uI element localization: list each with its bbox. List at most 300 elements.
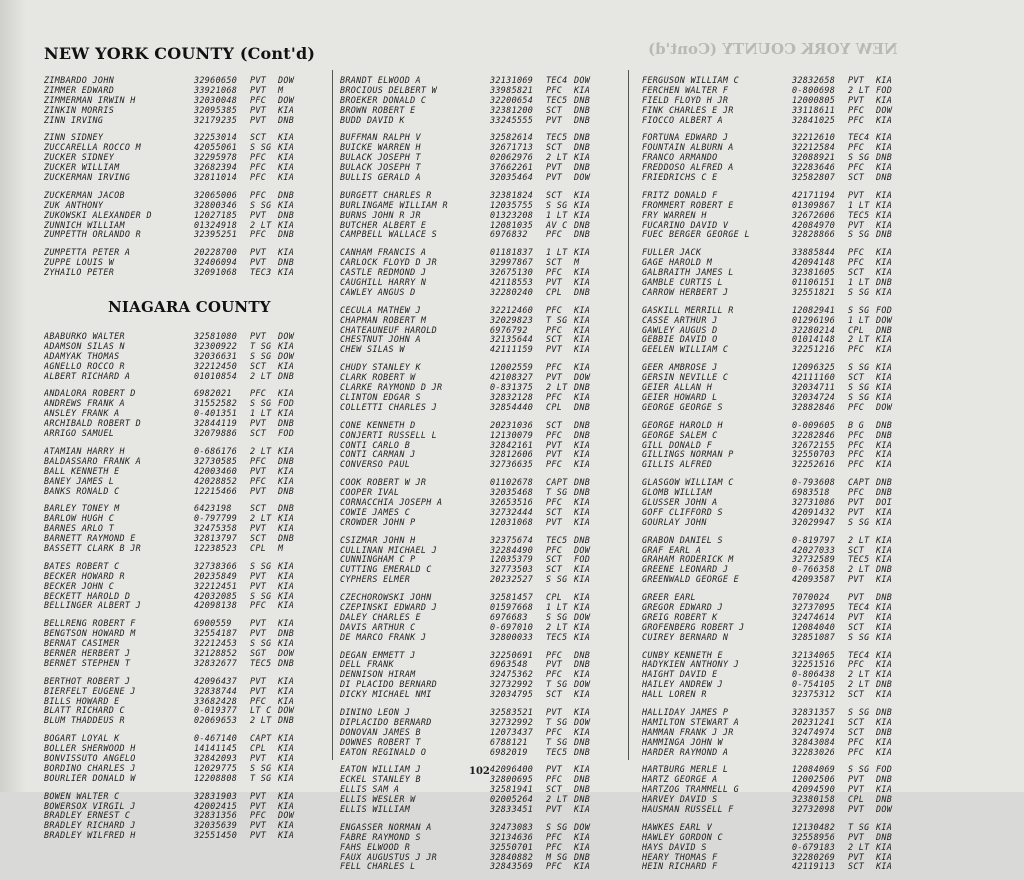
entry-name: ELLIS SAM A (340, 785, 400, 795)
entry-rank: PFC (848, 247, 865, 258)
entry-status: DNB (876, 477, 893, 488)
casualty-entry (44, 429, 344, 439)
entry-serial: 0-806438 (792, 669, 836, 680)
casualty-entry (642, 843, 942, 853)
entry-name: FRY WARREN H (642, 210, 707, 220)
entry-status: KIA (574, 496, 591, 507)
entry-serial: 32550703 (792, 449, 836, 460)
entry-serial: 32282846 (792, 429, 836, 440)
entry-rank: TEC4 (848, 601, 870, 612)
entry-serial: 32675130 (490, 267, 534, 278)
casualty-entry (44, 659, 344, 669)
page-title: NEW YORK COUNTY (Cont'd) (44, 44, 316, 63)
entry-status: DNB (876, 487, 893, 498)
entry-status: DNB (876, 429, 893, 440)
column-3 (642, 76, 942, 880)
entry-name: BENGTSON HOWARD M (44, 629, 136, 639)
entry-status: KIA (876, 669, 893, 680)
entry-status: KIA (278, 743, 295, 754)
entry-status: DNB (876, 706, 893, 717)
entry-rank: SCT (848, 689, 865, 700)
entry-name: ZUCCARELLA ROCCO M (44, 143, 142, 153)
entry-status: KIA (574, 84, 591, 95)
entry-status: DNB (574, 784, 591, 795)
entry-name: HARTBURG MERLE L (642, 765, 729, 775)
entry-rank: SCT (546, 104, 563, 115)
entry-name: HALLIDAY JAMES P (642, 707, 729, 717)
entry-serial: 12084040 (792, 621, 836, 632)
entry-serial: 32653516 (490, 496, 534, 507)
entry-serial: 12215466 (194, 485, 238, 496)
entry-name: GEBBIE DAVID O (642, 335, 718, 345)
entry-serial: 42055061 (194, 142, 238, 153)
entry-serial: 32812606 (490, 449, 534, 460)
entry-name: GEELEN WILLIAM C (642, 345, 729, 355)
entry-group (340, 765, 640, 814)
entry-status: KIA (876, 554, 893, 565)
entry-serial: 32212451 (194, 580, 238, 591)
casualty-entry (642, 403, 942, 413)
entry-serial: 32212460 (490, 304, 534, 315)
entry-rank: 1 LT (546, 209, 568, 220)
entry-name: ANSLEY FRANK A (44, 409, 120, 419)
entry-name: GRAHAM RODERICK M (642, 555, 734, 565)
entry-name: BARLEY TONEY M (44, 504, 120, 514)
entry-status: KIA (574, 314, 591, 325)
entry-rank: 1 LT (848, 277, 870, 288)
entry-name: BANKS RONALD C (44, 486, 120, 496)
entry-rank: CPL (546, 286, 563, 297)
entry-serial: 32671713 (490, 142, 534, 153)
entry-rank: PFC (848, 114, 865, 125)
entry-serial: 32375312 (792, 689, 836, 700)
entry-serial: 20231241 (792, 716, 836, 727)
entry-name: ZUK ANTHONY (44, 200, 104, 210)
entry-status: KIA (876, 621, 893, 632)
entry-serial: 42027033 (792, 544, 836, 555)
entry-name: BURGETT CHARLES R (340, 190, 432, 200)
casualty-entry (642, 288, 942, 298)
entry-name: GEORGE SALEM C (642, 430, 718, 440)
entry-name: ZINKIN MORRIS (44, 105, 115, 115)
entry-rank: TEC4 (546, 75, 568, 85)
entry-status: DNB (574, 534, 591, 545)
entry-status: KIA (278, 104, 295, 115)
casualty-entry (340, 785, 640, 795)
entry-serial: 32381200 (490, 104, 534, 115)
entry-status: KIA (876, 132, 893, 143)
casualty-entry (642, 785, 942, 795)
entry-status: KIA (278, 388, 295, 399)
entry-name: GALBRAITH JAMES L (642, 268, 734, 278)
entry-name: DONOVAN JAMES B (340, 727, 421, 737)
entry-rank: 2 LT (848, 84, 870, 95)
entry-name: CASTLE REDMOND J (340, 268, 427, 278)
entry-rank: CPL (848, 794, 865, 805)
entry-serial: 12073437 (490, 726, 534, 737)
entry-group (642, 708, 942, 757)
entry-serial: 32551450 (194, 830, 238, 841)
entry-status: DNB (278, 257, 295, 268)
entry-status: FOD (876, 84, 893, 95)
entry-rank: PFC (250, 695, 267, 706)
entry-serial: 32473083 (490, 821, 534, 832)
casualty-entry (44, 487, 344, 497)
entry-name: BROCIOUS DELBERT W (340, 85, 438, 95)
entry-name: HAWLEY GORDON C (642, 832, 723, 842)
entry-status: DNB (574, 401, 591, 412)
entry-name: AGNELLO ROCCO R (44, 361, 125, 371)
entry-name: FERCHEN WALTER F (642, 85, 729, 95)
casualty-entry (642, 853, 942, 863)
entry-status: DNB (574, 736, 591, 747)
entry-rank: SCT (848, 716, 865, 727)
entry-name: BUTCHER ALBERT E (340, 220, 427, 230)
entry-name: ZUPPE LOUIS W (44, 258, 115, 268)
entry-rank: T SG (250, 340, 272, 351)
entry-name: FOUNTAIN ALBURN A (642, 143, 734, 153)
entry-name: BLATT RICHARD C (44, 706, 125, 716)
entry-serial: 32732992 (490, 679, 534, 690)
entry-name: COOK ROBERT W JR (340, 478, 427, 488)
entry-serial: 32280214 (792, 324, 836, 335)
entry-serial: 32800346 (194, 199, 238, 210)
entry-status: DOW (574, 75, 591, 85)
entry-group (642, 593, 942, 642)
entry-status: KIA (278, 172, 295, 183)
entry-name: GRABON DANIEL S (642, 535, 723, 545)
entry-rank: PFC (546, 84, 563, 95)
entry-serial: 02005264 (490, 794, 534, 805)
entry-serial: 32831903 (194, 790, 238, 801)
casualty-entry (44, 116, 344, 126)
entry-serial: 32882846 (792, 401, 836, 412)
entry-group (642, 823, 942, 872)
entry-rank: PFC (546, 841, 563, 852)
entry-rank: PVT (250, 618, 267, 629)
entry-serial: 12130079 (490, 429, 534, 440)
entry-serial: 32582614 (490, 132, 534, 143)
entry-serial: 32088921 (792, 152, 836, 163)
entry-status: DNB (278, 485, 295, 496)
entry-serial: 32842093 (194, 752, 238, 763)
entry-serial: 32838744 (194, 685, 238, 696)
entry-serial: 42094148 (792, 257, 836, 268)
entry-name: CONJERTI RUSSELL L (340, 430, 438, 440)
page-number: 102 (469, 766, 490, 777)
entry-name: HARDER RAYMOND A (642, 747, 729, 757)
entry-group (340, 76, 640, 125)
entry-status: DNB (574, 114, 591, 125)
entry-status: KIA (574, 459, 591, 470)
entry-serial: 32554187 (194, 628, 238, 639)
entry-serial: 32179235 (194, 114, 238, 125)
entry-rank: CPL (250, 743, 267, 754)
entry-name: FAUX AUGUSTUS J JR (340, 852, 438, 862)
entry-status: KIA (876, 841, 893, 852)
entry-name: CUNNINGHAM C P (340, 555, 416, 565)
entry-rank: PFC (546, 267, 563, 278)
entry-serial: 42096400 (490, 764, 534, 775)
entry-status: KIA (876, 821, 893, 832)
entry-rank: SCT (546, 554, 563, 565)
entry-serial: 32131069 (490, 75, 534, 85)
entry-name: BRADLEY ERNEST C (44, 811, 131, 821)
entry-rank: PVT (546, 172, 563, 183)
entry-serial: 37662261 (490, 162, 534, 173)
entry-name: ZINN IRVING (44, 115, 104, 125)
entry-name: DALEY CHARLES E (340, 612, 421, 622)
entry-name: FULLER JACK (642, 248, 702, 258)
entry-status: KIA (876, 75, 893, 85)
entry-name: DENNISON HIRAM (340, 670, 416, 680)
entry-status: KIA (574, 199, 591, 210)
entry-serial: 12035379 (490, 554, 534, 565)
entry-status: DNB (278, 229, 295, 240)
entry-status: KIA (278, 162, 295, 173)
entry-rank: S SG (250, 560, 272, 571)
entry-name: CZECHOROWSKI JOHN (340, 593, 432, 603)
entry-status: KIA (278, 340, 295, 351)
entry-status: KIA (574, 601, 591, 612)
entry-name: CLINTON EDGAR S (340, 392, 421, 402)
entry-name: ECKEL STANLEY B (340, 775, 421, 785)
entry-group (340, 363, 640, 412)
entry-rank: TEC5 (546, 746, 568, 757)
casualty-entry (340, 690, 640, 700)
entry-status: KIA (574, 841, 591, 852)
entry-rank: PVT (250, 800, 267, 811)
entry-status: DNB (574, 286, 591, 297)
entry-serial: 32843569 (490, 861, 534, 872)
entry-serial: 12035755 (490, 199, 534, 210)
entry-rank: B G (848, 419, 865, 430)
entry-rank: 2 LT (250, 445, 272, 456)
entry-rank: SCT (546, 142, 563, 153)
entry-rank: PFC (546, 324, 563, 335)
entry-name: FELL CHARLES L (340, 862, 416, 872)
county-heading: NIAGARA COUNTY (108, 298, 271, 317)
entry-status: DOW (278, 75, 295, 85)
entry-status: KIA (278, 142, 295, 153)
entry-name: ZIMBARDO JOHN (44, 76, 115, 85)
entry-name: BRADLEY WILFRED H (44, 831, 136, 841)
entry-name: ZYHAILO PETER (44, 268, 115, 278)
entry-name: BUFFMAN RALPH V (340, 133, 421, 143)
entry-group (44, 248, 344, 278)
entry-name: BECKER HOWARD R (44, 571, 125, 581)
entry-name: BOURLIER DONALD W (44, 773, 136, 783)
entry-serial: 32284490 (490, 544, 534, 555)
entry-status: KIA (876, 382, 893, 393)
entry-status: M (278, 542, 284, 553)
casualty-entry (44, 601, 344, 611)
entry-name: HEARY THOMAS F (642, 852, 718, 862)
entry-status: DNB (876, 324, 893, 335)
entry-serial: 6900559 (194, 618, 232, 629)
entry-serial: 6976832 (490, 229, 528, 240)
entry-rank: CPL (546, 401, 563, 412)
entry-rank: PFC (250, 455, 267, 466)
entry-serial: 20235849 (194, 570, 238, 581)
entry-rank: CAPT (546, 477, 568, 488)
entry-rank: 2 LT (250, 219, 272, 230)
entry-name: ZUMPETTH ORLANDO R (44, 230, 142, 240)
entry-name: ZUCKERMAN IRVING (44, 173, 131, 183)
casualty-entry (340, 795, 640, 805)
entry-status: DNB (574, 142, 591, 153)
entry-serial: 01010854 (194, 370, 238, 381)
entry-serial: 32065006 (194, 189, 238, 200)
entry-rank: S SG (848, 362, 870, 373)
entry-name: ABABURKO WALTER (44, 332, 125, 342)
entry-status: KIA (574, 516, 591, 527)
entry-name: BALL KENNETH E (44, 466, 120, 476)
entry-serial: 42098138 (194, 600, 238, 611)
entry-status: DNB (876, 564, 893, 575)
entry-rank: PVT (848, 189, 865, 200)
entry-name: FRIEDRICHS C E (642, 173, 718, 183)
entry-rank: SCT (848, 267, 865, 278)
entry-serial: 32581080 (194, 331, 238, 342)
entry-status: KIA (278, 638, 295, 649)
entry-name: BURNS JOHN R JR (340, 210, 421, 220)
entry-rank: S SG (546, 611, 568, 622)
entry-rank: SCT (250, 533, 267, 544)
entry-serial: 01597668 (490, 601, 534, 612)
entry-status: DOW (278, 94, 295, 105)
entry-name: GEER AMBROSE J (642, 363, 718, 373)
entry-status: KIA (574, 344, 591, 355)
entry-name: CANHAM FRANCIS A (340, 248, 427, 258)
entry-rank: SCT (250, 428, 267, 439)
entry-serial: 32832677 (194, 657, 238, 668)
entry-serial: 32035468 (490, 487, 534, 498)
entry-serial: 32212453 (194, 638, 238, 649)
entry-name: ZIMMER EDWARD (44, 85, 115, 95)
entry-status: DNB (574, 104, 591, 115)
entry-serial: 32079886 (194, 428, 238, 439)
entry-rank: PVT (250, 209, 267, 220)
entry-rank: SCT (546, 334, 563, 345)
entry-name: BERTHOT ROBERT J (44, 676, 131, 686)
entry-status: KIA (876, 267, 893, 278)
entry-status: KIA (574, 152, 591, 163)
entry-status: KIA (876, 94, 893, 105)
entry-rank: 2 LT (848, 564, 870, 575)
entry-name: CLARK ROBERT W (340, 373, 416, 383)
entry-status: KIA (574, 726, 591, 737)
entry-status: KIA (876, 601, 893, 612)
entry-name: BERNET STEPHEN T (44, 658, 131, 668)
entry-status: DNB (278, 533, 295, 544)
entry-group (642, 765, 942, 814)
scan-edge-left (0, 0, 26, 792)
entry-serial: 32251516 (792, 659, 836, 670)
casualty-entry (642, 460, 942, 470)
entry-status: KIA (278, 513, 295, 524)
entry-rank: S SG (848, 516, 870, 527)
entry-name: HADYKIEN ANTHONY J (642, 660, 740, 670)
entry-serial: 0-009605 (792, 419, 836, 430)
entry-serial: 42119113 (792, 861, 836, 872)
entry-rank: PVT (848, 774, 865, 785)
entry-status: KIA (876, 544, 893, 555)
entry-status: DOW (278, 705, 295, 716)
entry-name: FINK CHARLES E JR (642, 105, 734, 115)
entry-serial: 12238523 (194, 542, 238, 553)
entry-serial: 01324918 (194, 219, 238, 230)
entry-name: BURLINGAME WILLIAM R (340, 200, 448, 210)
entry-serial: 12029775 (194, 762, 238, 773)
entry-rank: PFC (250, 94, 267, 105)
entry-name: COWIE JAMES C (340, 507, 411, 517)
entry-rank: 2 LT (848, 679, 870, 690)
entry-name: EATON REGINALD O (340, 747, 427, 757)
entry-name: FREDDOSO ALFRED A (642, 163, 734, 173)
entry-rank: PVT (546, 706, 563, 717)
entry-serial: 6983518 (792, 487, 830, 498)
entry-status: DNB (574, 219, 591, 230)
entry-name: CHEW SILAS W (340, 345, 405, 355)
entry-serial: 32034724 (792, 391, 836, 402)
entry-status: DOW (876, 104, 893, 115)
entry-status: DOW (278, 810, 295, 821)
entry-status: DOW (278, 331, 295, 342)
entry-serial: 42002415 (194, 800, 238, 811)
entry-group (642, 363, 942, 412)
entry-serial: 32842161 (490, 439, 534, 450)
entry-serial: 01106151 (792, 277, 836, 288)
entry-serial: 42171194 (792, 189, 836, 200)
entry-serial: 33921068 (194, 84, 238, 95)
entry-name: ARCHIBALD ROBERT D (44, 419, 142, 429)
entry-status: DNB (278, 628, 295, 639)
entry-name: COLLETTI CHARLES J (340, 402, 438, 412)
entry-status: DNB (876, 172, 893, 183)
entry-status: DNB (574, 649, 591, 660)
entry-serial: 32773503 (490, 564, 534, 575)
entry-rank: PFC (848, 459, 865, 470)
entry-rank: PFC (848, 401, 865, 412)
entry-group (642, 536, 942, 585)
entry-serial: 32811014 (194, 172, 238, 183)
casualty-entry (642, 173, 942, 183)
casualty-entry (44, 268, 344, 278)
entry-status: KIA (876, 142, 893, 153)
entry-rank: PVT (848, 219, 865, 230)
entry-group (642, 478, 942, 527)
entry-status: DNB (876, 592, 893, 603)
entry-status: DNB (876, 229, 893, 240)
entry-name: BLUM THADDEUS R (44, 716, 125, 726)
entry-status: DOW (278, 350, 295, 361)
casualty-entry (340, 748, 640, 758)
entry-serial: 01323208 (490, 209, 534, 220)
entry-serial: 32558956 (792, 831, 836, 842)
entry-rank: TEC4 (848, 649, 870, 660)
entry-serial: 42093587 (792, 574, 836, 585)
entry-rank: S SG (848, 631, 870, 642)
entry-rank: PFC (546, 391, 563, 402)
entry-serial: 32832128 (490, 391, 534, 402)
entry-serial: 6788121 (490, 736, 528, 747)
entry-rank: PVT (848, 496, 865, 507)
entry-status: DNB (278, 209, 295, 220)
entry-name: ZIMMERMAN IRWIN H (44, 95, 136, 105)
entry-name: BANEY JAMES L (44, 476, 115, 486)
entry-name: GILL DONALD F (642, 440, 713, 450)
